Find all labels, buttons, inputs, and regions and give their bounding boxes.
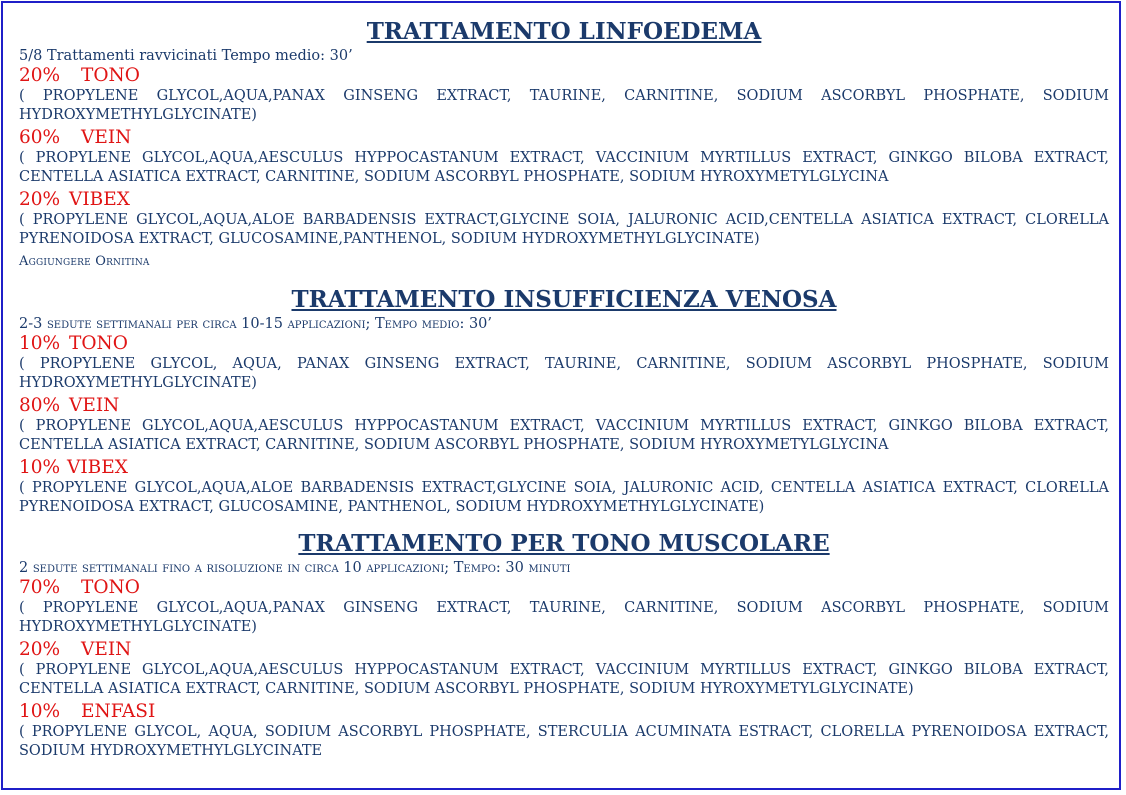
product-percentage: 70% bbox=[19, 577, 61, 598]
document-frame bbox=[1, 1, 1121, 790]
product-name: TONO bbox=[81, 577, 140, 598]
document-content bbox=[19, 17, 1109, 763]
product-percentage: 80% bbox=[19, 395, 61, 416]
product-name: VEIN bbox=[81, 639, 132, 660]
section-intro: 2 sedute settimanali fino a risoluzione in circa 10 applicazioni; Tempo: 30 minuti bbox=[19, 560, 571, 576]
product-percentage: 10% bbox=[19, 701, 61, 722]
product-ingredients: ( PROPYLENE GLYCOL,AQUA,ALOE BARBADENSIS EXTRACT,GLYCINE SOIA, JALURONIC ACID, CENTELLA ASIATICA EXTRACT, CLORELLA PYRENOIDOSA EXTRACT, GLUCOSAMINE, PANTHENOL, SODIUM HYDROXYMETHYLGLYCINATE) bbox=[19, 480, 1109, 515]
section-tono-muscolare bbox=[19, 529, 1109, 761]
product-name: VIBEX bbox=[67, 457, 128, 478]
product-line bbox=[19, 577, 1109, 599]
product-name: TONO bbox=[81, 65, 140, 86]
product-ingredients: ( PROPYLENE GLYCOL,AQUA,AESCULUS HYPPOCASTANUM EXTRACT, VACCINIUM MYRTILLUS EXTRACT, GINKGO BILOBA EXTRACT, CENTELLA ASIATICA EXTRACT, CARNITINE, SODIUM ASCORBYL PHOSPHATE, SODIUM HYROXYMETYLGLYCINA bbox=[19, 418, 1109, 453]
section-linfoedema bbox=[19, 17, 1109, 273]
product-name: VIBEX bbox=[69, 189, 130, 210]
product-ingredients: ( PROPYLENE GLYCOL,AQUA,PANAX GINSENG EXTRACT, TAURINE, CARNITINE, SODIUM ASCORBYL PHOSPHATE, SODIUM HYDROXYMETHYLGLYCINATE) bbox=[19, 600, 1109, 635]
product-ingredients: ( PROPYLENE GLYCOL,AQUA,PANAX GINSENG EXTRACT, TAURINE, CARNITINE, SODIUM ASCORBYL PHOSPHATE, SODIUM HYDROXYMETHYLGLYCINATE) bbox=[19, 88, 1109, 123]
product-percentage: 20% bbox=[19, 65, 61, 86]
section-title: TRATTAMENTO PER TONO MUSCOLARE bbox=[298, 530, 830, 557]
product-ingredients: ( PROPYLENE GLYCOL,AQUA,AESCULUS HYPPOCASTANUM EXTRACT, VACCINIUM MYRTILLUS EXTRACT, GINKGO BILOBA EXTRACT, CENTELLA ASIATICA EXTRACT, CARNITINE, SODIUM ASCORBYL PHOSPHATE, SODIUM HYROXYMETYLGLYCINATE) bbox=[19, 662, 1109, 697]
product-line bbox=[19, 639, 1109, 661]
product-percentage: 20% bbox=[19, 189, 61, 210]
section-intro: 5/8 Trattamenti ravvicinati Tempo medio: 30’ bbox=[19, 48, 353, 64]
section-title: TRATTAMENTO LINFOEDEMA bbox=[366, 18, 762, 45]
section-insufficienza-venosa bbox=[19, 285, 1109, 517]
product-ingredients: ( PROPYLENE GLYCOL,AQUA,AESCULUS HYPPOCASTANUM EXTRACT, VACCINIUM MYRTILLUS EXTRACT, GINKGO BILOBA EXTRACT, CENTELLA ASIATICA EXTRACT, CARNITINE, SODIUM ASCORBYL PHOSPHATE, SODIUM HYROXYMETYLGLYCINA bbox=[19, 150, 1109, 185]
product-ingredients: ( PROPYLENE GLYCOL, AQUA, SODIUM ASCORBYL PHOSPHATE, STERCULIA ACUMINATA ESTRACT, CLORELLA PYRENOIDOSA EXTRACT, SODIUM HYDROXYMETHYLGLYCINATE bbox=[19, 724, 1109, 759]
product-percentage: 60% bbox=[19, 127, 61, 148]
product-name: ENFASI bbox=[81, 701, 156, 722]
product-line bbox=[19, 457, 1109, 479]
product-line bbox=[19, 395, 1109, 417]
product-ingredients: ( PROPYLENE GLYCOL,AQUA,ALOE BARBADENSIS EXTRACT,GLYCINE SOIA, JALURONIC ACID,CENTELLA ASIATICA EXTRACT, CLORELLA PYRENOIDOSA EXTRACT, GLUCOSAMINE,PANTHENOL, SODIUM HYDROXYMETHYLGLYCINATE) bbox=[19, 212, 1109, 247]
product-percentage: 10% bbox=[19, 333, 61, 354]
section-title: TRATTAMENTO INSUFFICIENZA VENOSA bbox=[291, 286, 837, 313]
product-percentage: 10% bbox=[19, 457, 61, 478]
product-percentage: 20% bbox=[19, 639, 61, 660]
product-line bbox=[19, 189, 1109, 211]
product-name: VEIN bbox=[81, 127, 132, 148]
product-line bbox=[19, 333, 1109, 355]
product-name: VEIN bbox=[69, 395, 120, 416]
section-note: Aggiungere Ornitina bbox=[19, 254, 150, 269]
product-name: TONO bbox=[69, 333, 128, 354]
product-line bbox=[19, 127, 1109, 149]
section-intro: 2-3 sedute settimanali per circa 10-15 applicazioni; Tempo medio: 30’ bbox=[19, 316, 493, 332]
product-ingredients: ( PROPYLENE GLYCOL, AQUA, PANAX GINSENG EXTRACT, TAURINE, CARNITINE, SODIUM ASCORBYL PHOSPHATE, SODIUM HYDROXYMETHYLGLYCINATE) bbox=[19, 356, 1109, 391]
product-line bbox=[19, 701, 1109, 723]
product-line bbox=[19, 65, 1109, 87]
